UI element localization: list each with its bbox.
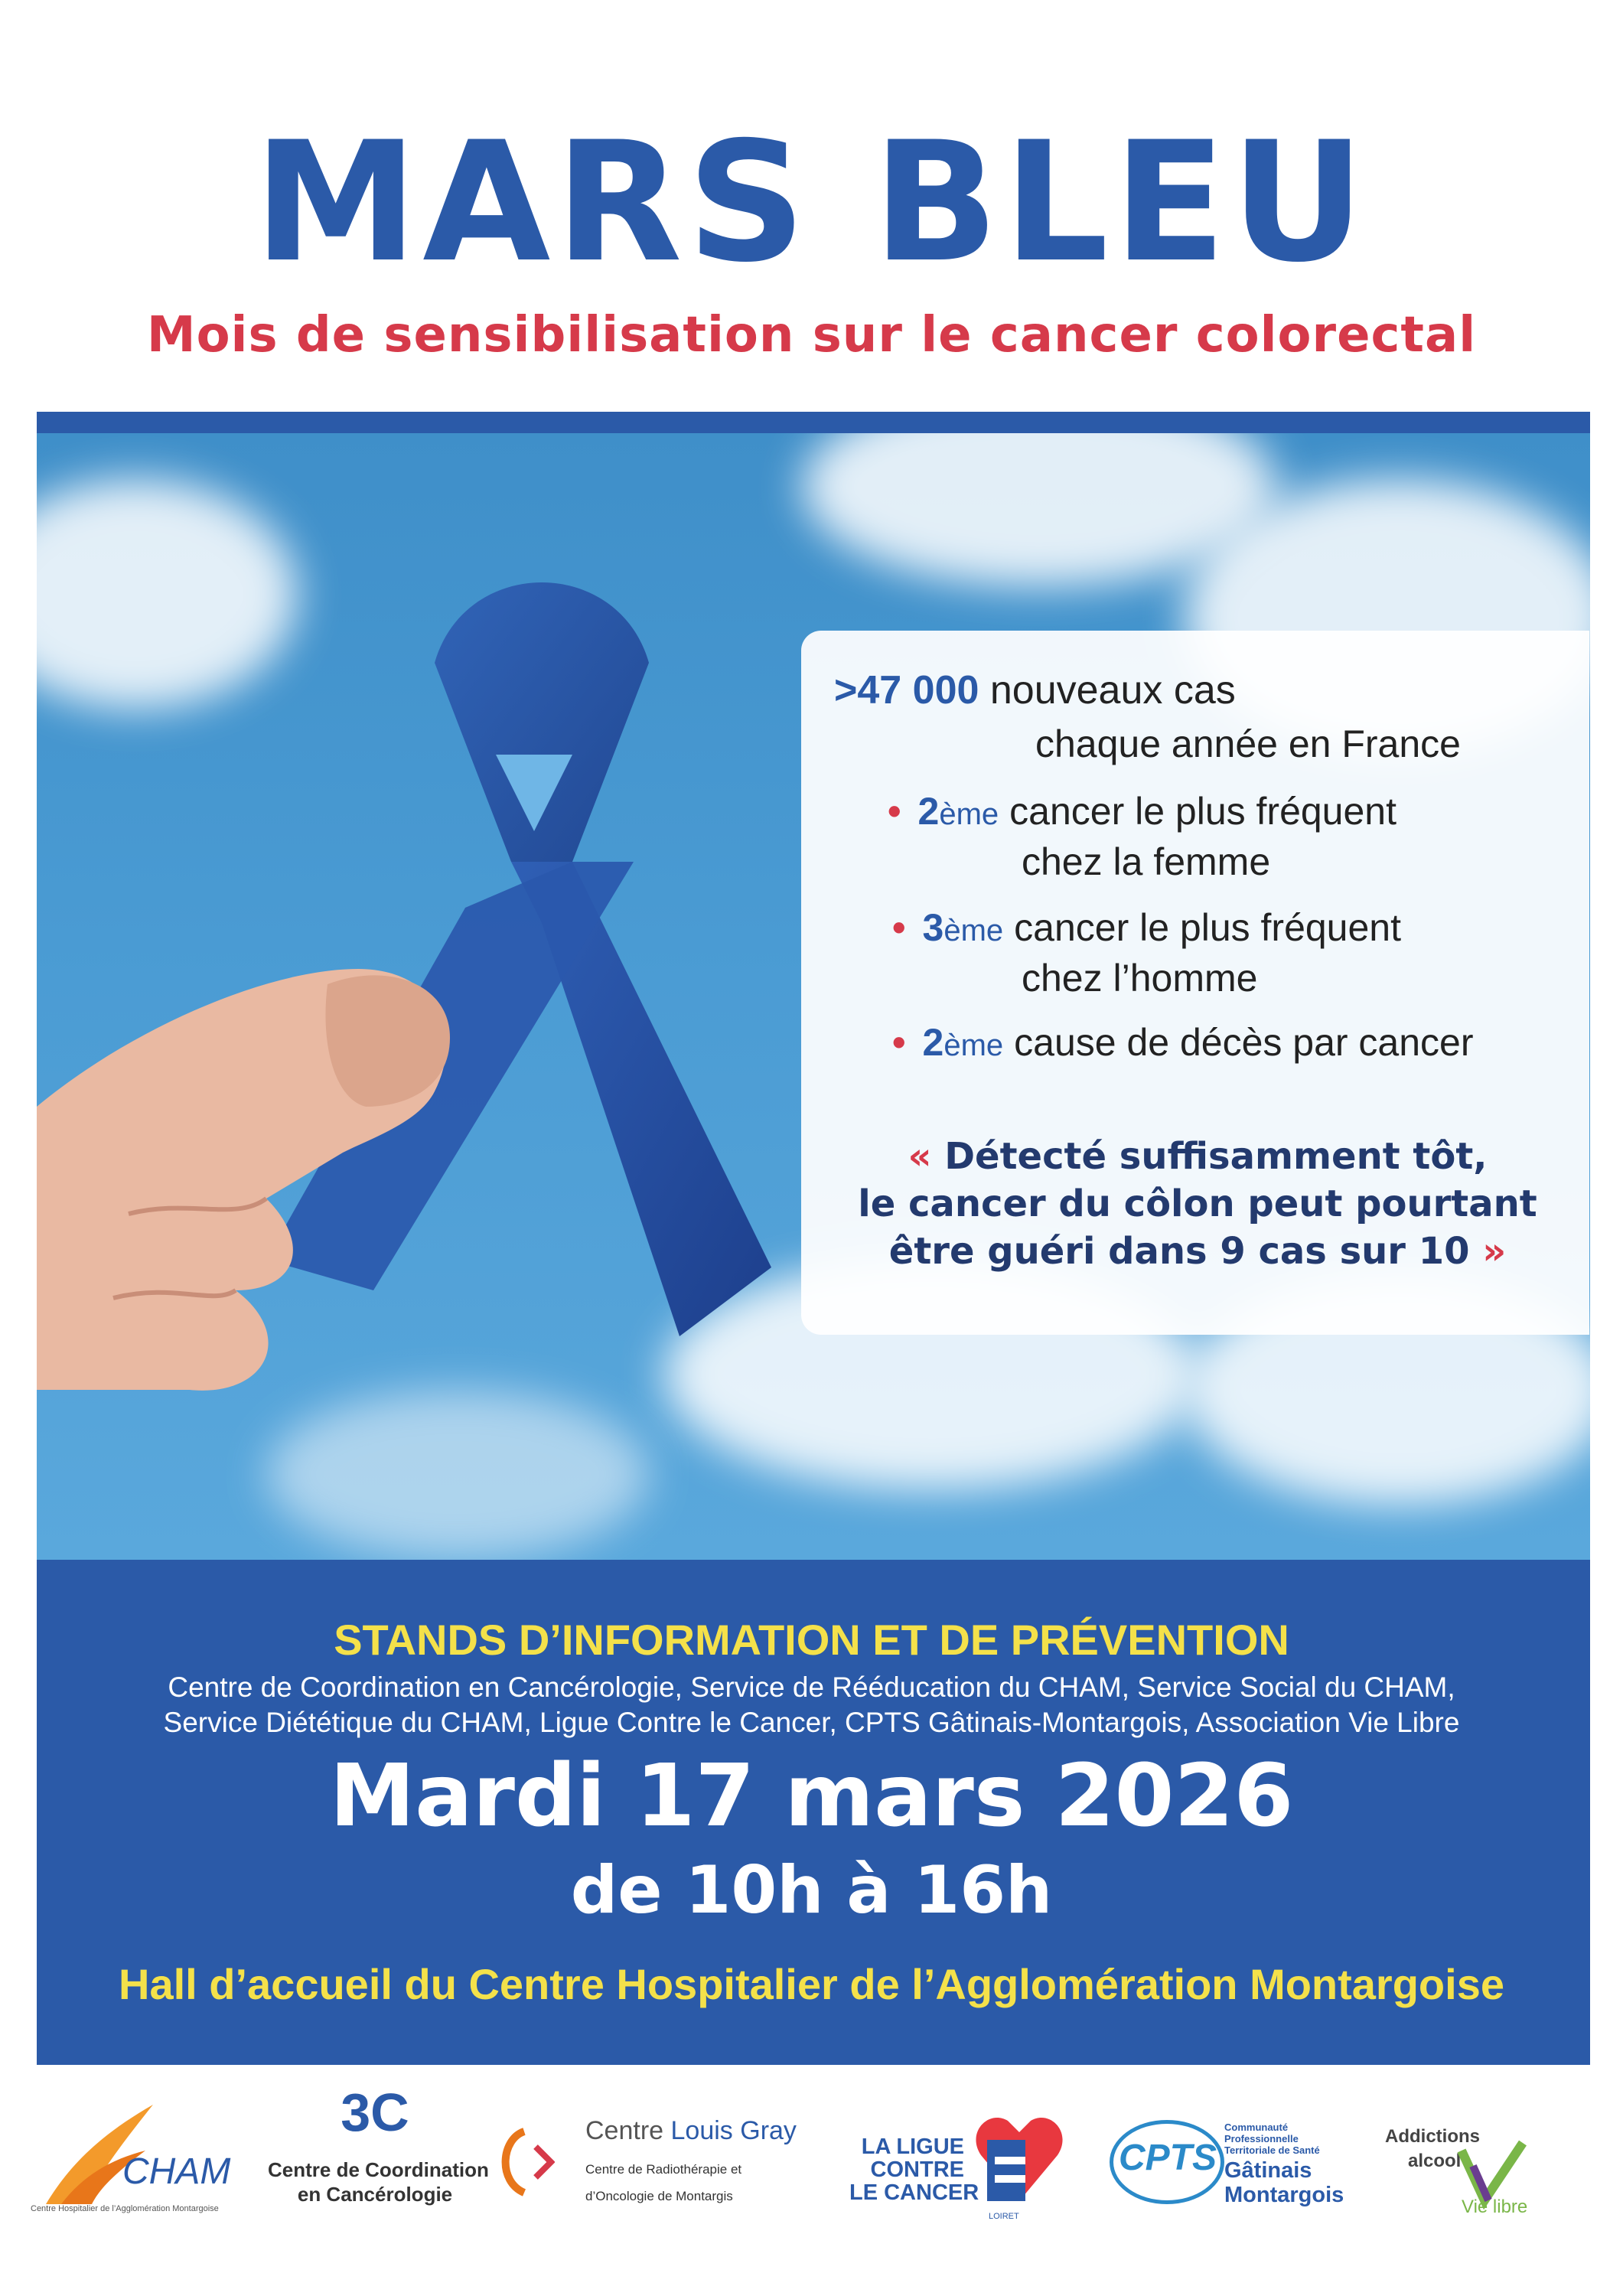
event-place: Hall d’accueil du Centre Hospitalier de l’Agglomération Montargoise <box>119 1960 1504 2008</box>
louis-gray-logo: Centre Louis Gray Centre de Radiothérapie et d’Oncologie de Montargis <box>494 2082 807 2250</box>
stat-number: >47 000 <box>834 668 979 713</box>
stands-participants-line1: Centre de Coordination en Cancérologie, Service de Rééducation du CHAM, Service Social du CHAM, <box>168 1671 1455 1703</box>
stat-bullet-line2: chez la femme <box>1022 840 1271 883</box>
3c-logo: 3C Centre de Coordination en Cancérologie <box>268 2082 489 2206</box>
stat-label: nouveaux cas <box>989 668 1236 713</box>
header-divider-bar <box>37 412 1590 433</box>
stat-bullet: • 2ème cause de décès par cancer <box>892 1021 1474 1064</box>
louis-gray-emblem-icon <box>494 2128 555 2197</box>
quote: « Détecté suffisamment tôt, le cancer du côlon peut pourtant être guéri dans 9 cas sur 10 » <box>858 1135 1537 1273</box>
stat-bullet: • 2ème cancer le plus fréquent <box>888 790 1396 833</box>
stat-label-line2: chaque année en France <box>1035 722 1461 765</box>
stands-title: STANDS D’INFORMATION ET DE PRÉVENTION <box>334 1616 1289 1664</box>
vie-libre-logo: Addictions alcool Vie libre <box>1370 2082 1561 2250</box>
stat-bullet-line2: chez l’homme <box>1022 957 1258 1000</box>
poster-title: MARS BLEU <box>253 106 1370 298</box>
cpts-logo: CPTS Communauté Professionnelle Territoriale de Santé Gâtinais Montargois <box>1102 2082 1354 2250</box>
stands-participants-line2: Service Diététique du CHAM, Ligue Contre le Cancer, CPTS Gâtinais-Montargois, Association Vie Libre <box>163 1707 1460 1738</box>
event-date: Mardi 17 mars 2026 <box>329 1746 1294 1846</box>
cham-logo: CHAM Centre Hospitalier de l’Agglomération Montargoise <box>31 2082 268 2250</box>
stat-new-cases <box>834 666 1236 715</box>
ligue-heart-icon <box>973 2109 1065 2209</box>
ligue-contre-cancer-logo: LA LIGUE CONTRE LE CANCER LOIRET <box>834 2082 1079 2250</box>
poster-subtitle: Mois de sensibilisation sur le cancer colorectal <box>146 307 1477 364</box>
stat-bullet: • 3ème cancer le plus fréquent <box>892 906 1401 949</box>
event-hours: de 10h à 16h <box>570 1852 1053 1929</box>
